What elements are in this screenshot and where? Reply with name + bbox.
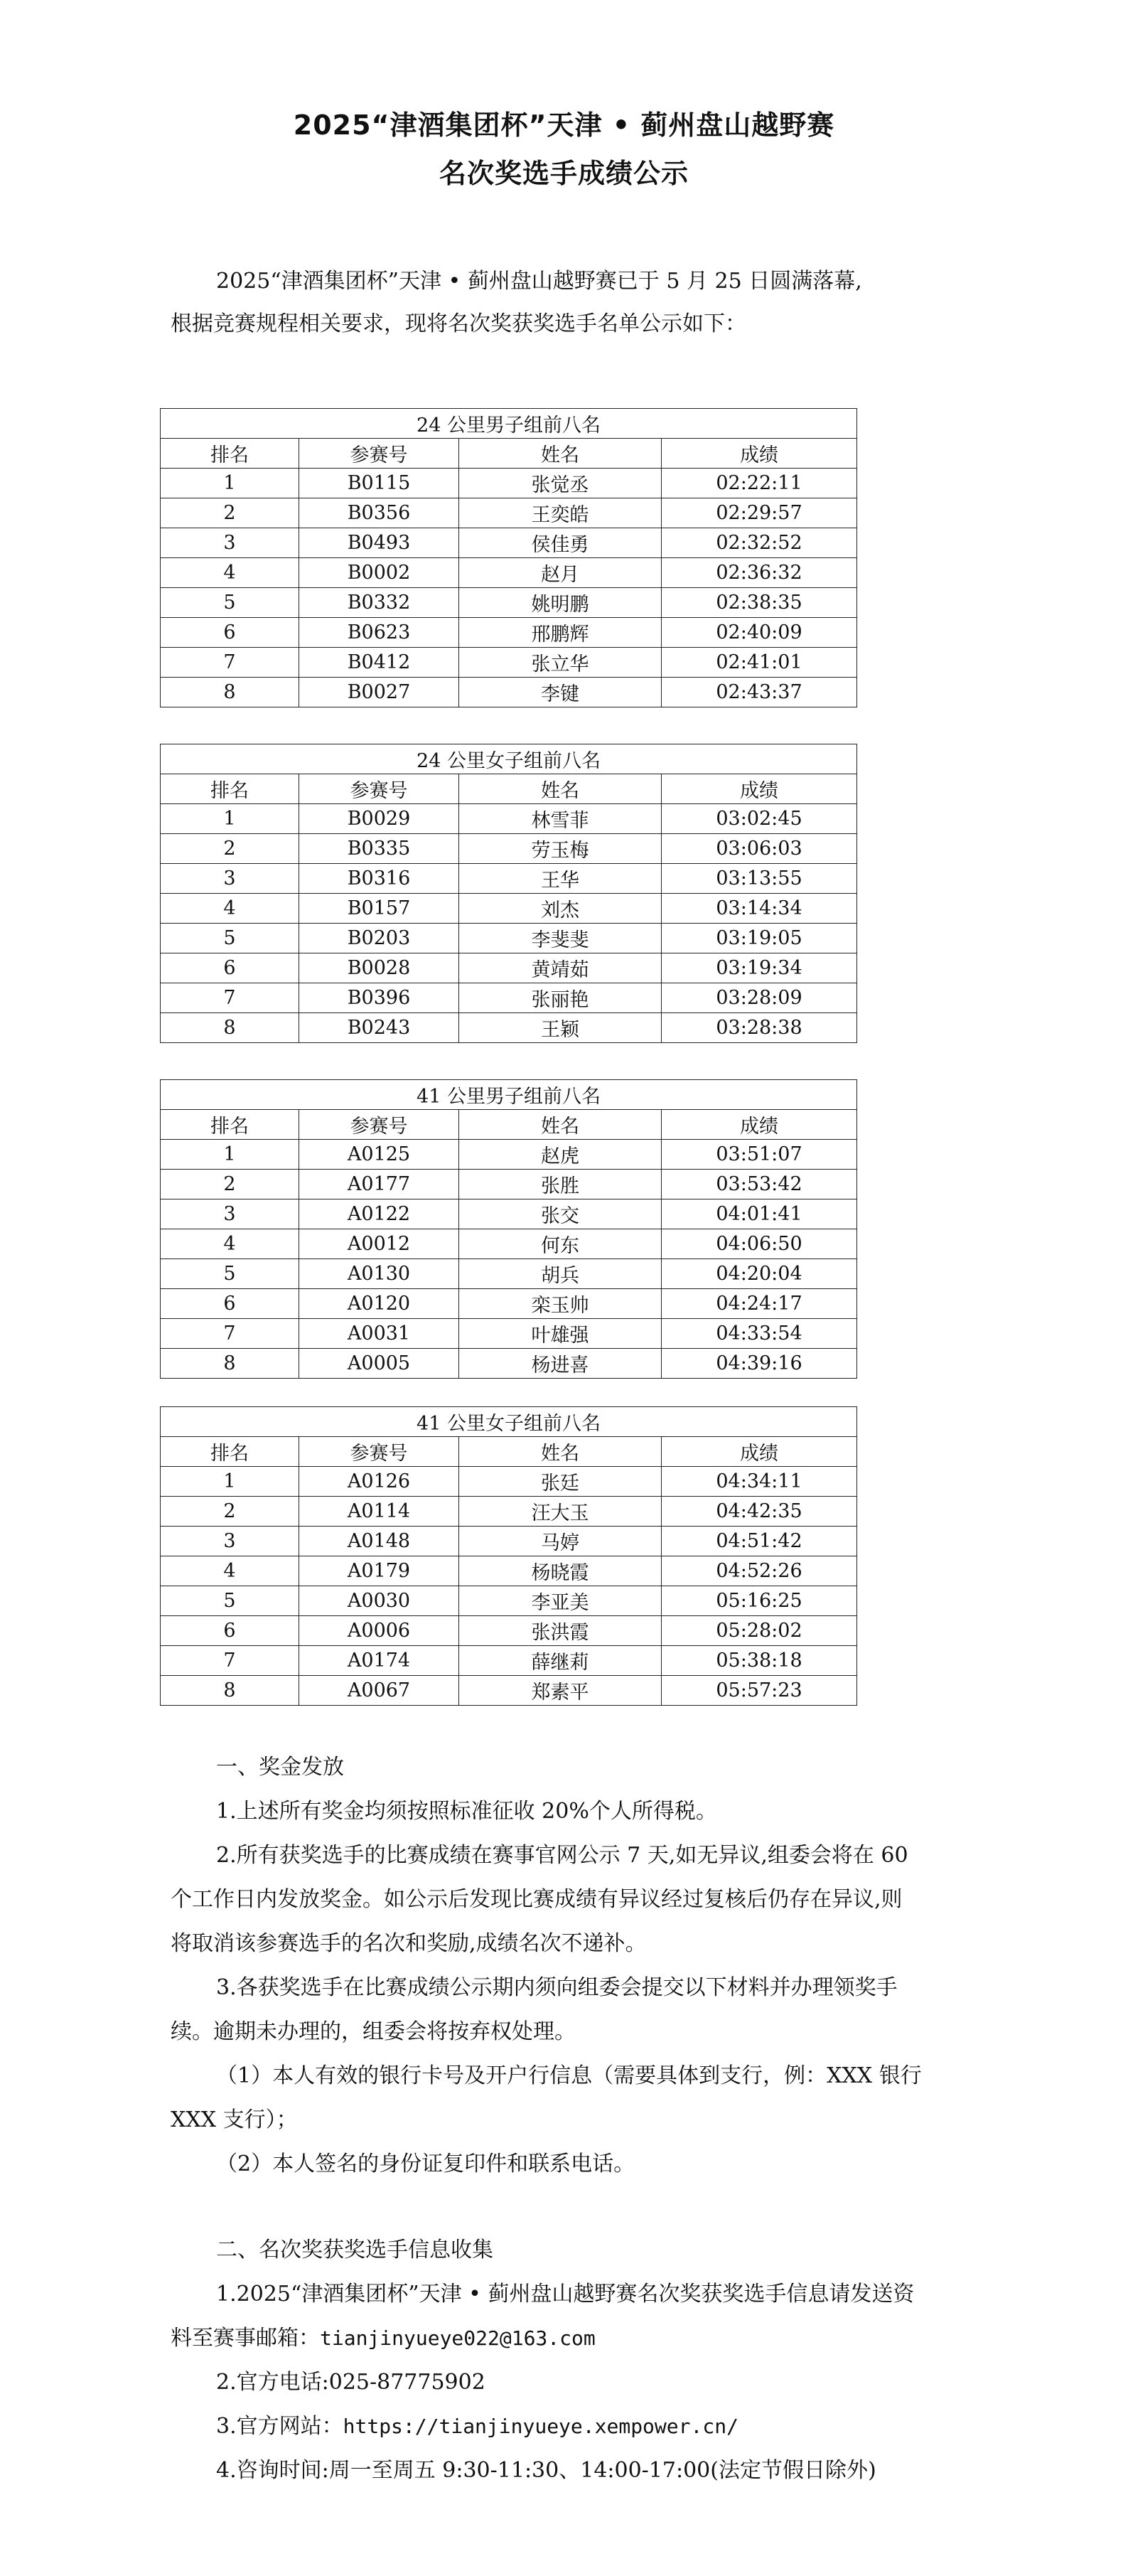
finish-time-cell: 03:13:55 [662,864,857,894]
results-table-24km-men [160,408,857,707]
finish-time-cell: 04:52:26 [662,1556,857,1586]
athlete-name-cell: 张觉丞 [459,469,662,498]
athlete-name-cell: 叶雄强 [459,1319,662,1349]
table-row [161,1527,857,1556]
rank-cell: 2 [161,498,299,528]
table-row [161,1013,857,1043]
bib-number-cell: B0493 [299,528,459,558]
bib-number-cell: A0012 [299,1229,459,1259]
finish-time-cell: 04:34:11 [662,1467,857,1497]
table-header-row [161,1437,857,1467]
column-header: 姓名 [459,774,662,804]
rank-cell: 1 [161,804,299,834]
table-row [161,1616,857,1646]
finish-time-cell: 03:53:42 [662,1170,857,1199]
finish-time-cell: 03:06:03 [662,834,857,864]
intro-line-2: 根据竞赛规程相关要求，现将名次奖获奖选手名单公示如下： [171,311,746,336]
athlete-name-cell: 何东 [459,1229,662,1259]
table-row [161,1289,857,1319]
table-row [161,1140,857,1170]
athlete-name-cell: 劳玉梅 [459,834,662,864]
section-prize-distribution [171,1746,961,2186]
rank-cell: 2 [161,1497,299,1527]
athlete-name-cell: 郑素平 [459,1676,662,1706]
table-caption: 41 公里女子组前八名 [161,1407,857,1437]
bib-number-cell: B0002 [299,558,459,588]
table-row [161,588,857,618]
athlete-name-cell: 张胜 [459,1170,662,1199]
athlete-name-cell: 刘杰 [459,894,662,924]
athlete-name-cell: 侯佳勇 [459,528,662,558]
table-caption: 24 公里男子组前八名 [161,409,857,439]
column-header: 参赛号 [299,1110,459,1140]
bib-number-cell: A0179 [299,1556,459,1586]
bib-number-cell: A0125 [299,1140,459,1170]
rank-cell: 1 [161,1140,299,1170]
finish-time-cell: 02:36:32 [662,558,857,588]
table-row [161,1556,857,1586]
athlete-name-cell: 林雪菲 [459,804,662,834]
section1-item-5: （2）本人签名的身份证复印件和联系电话。 [216,2152,635,2176]
rank-cell: 2 [161,1170,299,1199]
table-row [161,983,857,1013]
section1-item-2-line-3: 将取消该参赛选手的名次和奖励,成绩名次不递补。 [171,1931,647,1956]
athlete-name-cell: 栾玉帅 [459,1289,662,1319]
bib-number-cell: A0148 [299,1527,459,1556]
bib-number-cell: A0177 [299,1170,459,1199]
section1-item-3-line-1: 3.各获奖选手在比赛成绩公示期内须向组委会提交以下材料并办理领奖手 [216,1975,898,2000]
athlete-name-cell: 李键 [459,678,662,707]
table-header-row [161,774,857,804]
bib-number-cell: A0122 [299,1199,459,1229]
bib-number-cell: B0316 [299,864,459,894]
rank-cell: 3 [161,1199,299,1229]
bib-number-cell: A0120 [299,1289,459,1319]
athlete-name-cell: 薛继莉 [459,1646,662,1676]
table-caption: 24 公里女子组前八名 [161,744,857,774]
section1-item-3-line-2: 续。逾期未办理的，组委会将按弃权处理。 [171,2019,576,2044]
finish-time-cell: 04:42:35 [662,1497,857,1527]
rank-cell: 7 [161,1319,299,1349]
column-header: 成绩 [662,439,857,469]
finish-time-cell: 03:02:45 [662,804,857,834]
bib-number-cell: B0115 [299,469,459,498]
table-row [161,1349,857,1379]
rank-cell: 6 [161,1616,299,1646]
table-row [161,1497,857,1527]
bib-number-cell: B0396 [299,983,459,1013]
column-header: 参赛号 [299,1437,459,1467]
athlete-name-cell: 李斐斐 [459,924,662,953]
finish-time-cell: 04:33:54 [662,1319,857,1349]
results-table-24km-women [160,744,857,1043]
section1-item-4-line-1: （1）本人有效的银行卡号及开户行信息（需要具体到支行，例：XXX 银行 [216,2063,922,2088]
intro-paragraph [171,260,961,346]
athlete-name-cell: 张交 [459,1199,662,1229]
section2-item-2: 2.官方电话:025-87775902 [216,2370,485,2395]
section2-item-4: 4.咨询时间:周一至周五 9:30-11:30、14:00-17:00(法定节假日除外) [216,2458,876,2483]
finish-time-cell: 05:38:18 [662,1646,857,1676]
rank-cell: 6 [161,953,299,983]
finish-time-cell: 03:51:07 [662,1140,857,1170]
bib-number-cell: B0029 [299,804,459,834]
rank-cell: 5 [161,1259,299,1289]
bib-number-cell: A0130 [299,1259,459,1289]
rank-cell: 3 [161,528,299,558]
results-table-41km-women [160,1406,857,1706]
athlete-name-cell: 胡兵 [459,1259,662,1289]
page-title: 2025“津酒集团杯”天津 • 蓟州盘山越野赛 [293,109,835,141]
athlete-name-cell: 张廷 [459,1467,662,1497]
finish-time-cell: 02:43:37 [662,678,857,707]
column-header: 姓名 [459,439,662,469]
rank-cell: 3 [161,1527,299,1556]
rank-cell: 5 [161,1586,299,1616]
section2-heading: 二、名次奖获奖选手信息收集 [216,2238,493,2262]
column-header: 成绩 [662,1110,857,1140]
athlete-name-cell: 汪大玉 [459,1497,662,1527]
rank-cell: 4 [161,1229,299,1259]
athlete-name-cell: 姚明鹏 [459,588,662,618]
finish-time-cell: 05:16:25 [662,1586,857,1616]
section-info-collection [171,2228,961,2493]
finish-time-cell: 04:06:50 [662,1229,857,1259]
section1-item-2-line-2: 个工作日内发放奖金。如公示后发现比赛成绩有异议经过复核后仍存在异议,则 [171,1887,903,1912]
rank-cell: 8 [161,1013,299,1043]
athlete-name-cell: 王华 [459,864,662,894]
table-row [161,1199,857,1229]
bib-number-cell: A0005 [299,1349,459,1379]
bib-number-cell: A0030 [299,1586,459,1616]
official-website-link[interactable]: https://tianjinyueye.xempower.cn/ [343,2415,738,2438]
finish-time-cell: 03:28:38 [662,1013,857,1043]
table-row [161,1676,857,1706]
finish-time-cell: 04:51:42 [662,1527,857,1556]
athlete-name-cell: 杨进喜 [459,1349,662,1379]
rank-cell: 8 [161,1349,299,1379]
rank-cell: 2 [161,834,299,864]
table-row [161,1170,857,1199]
finish-time-cell: 04:20:04 [662,1259,857,1289]
athlete-name-cell: 张立华 [459,648,662,678]
athlete-name-cell: 王奕皓 [459,498,662,528]
rank-cell: 5 [161,924,299,953]
table-row [161,834,857,864]
column-header: 成绩 [662,774,857,804]
table-caption: 41 公里男子组前八名 [161,1080,857,1110]
bib-number-cell: A0114 [299,1497,459,1527]
table-row [161,864,857,894]
finish-time-cell: 05:57:23 [662,1676,857,1706]
table-row [161,558,857,588]
finish-time-cell: 02:40:09 [662,618,857,648]
athlete-name-cell: 张丽艳 [459,983,662,1013]
finish-time-cell: 02:38:35 [662,588,857,618]
athlete-name-cell: 王颖 [459,1013,662,1043]
table-row [161,953,857,983]
section2-item-3: 3.官方网站：https://tianjinyueye.xempower.cn/ [216,2414,738,2439]
rank-cell: 6 [161,618,299,648]
column-header: 排名 [161,1437,299,1467]
rank-cell: 4 [161,894,299,924]
section1-item-1: 1.上述所有奖金均须按照标准征收 20%个人所得税。 [216,1799,717,1824]
table-row [161,528,857,558]
table-row [161,1259,857,1289]
table-row [161,1319,857,1349]
page-subtitle: 名次奖选手成绩公示 [439,158,689,189]
section2-item-1-line-2: 料至赛事邮箱：tianjinyueye022@163.com [171,2326,596,2351]
section1-heading: 一、奖金发放 [216,1755,344,1780]
rank-cell: 7 [161,983,299,1013]
table-row [161,1646,857,1676]
table-row [161,498,857,528]
finish-time-cell: 04:01:41 [662,1199,857,1229]
column-header: 姓名 [459,1437,662,1467]
table-header-row [161,1110,857,1140]
rank-cell: 1 [161,1467,299,1497]
column-header: 参赛号 [299,439,459,469]
column-header: 排名 [161,1110,299,1140]
table-row [161,678,857,707]
bib-number-cell: B0157 [299,894,459,924]
athlete-name-cell: 赵月 [459,558,662,588]
rank-cell: 8 [161,678,299,707]
section2-item-1-line-1: 1.2025“津酒集团杯”天津 • 蓟州盘山越野赛名次奖获奖选手信息请发送资 [216,2282,915,2307]
rank-cell: 3 [161,864,299,894]
bib-number-cell: B0623 [299,618,459,648]
contact-email-link[interactable]: tianjinyueye022@163.com [320,2326,596,2350]
rank-cell: 5 [161,588,299,618]
table-row [161,894,857,924]
section1-item-4-line-2: XXX 支行）； [171,2107,298,2132]
bib-number-cell: B0243 [299,1013,459,1043]
bib-number-cell: B0027 [299,678,459,707]
table-row [161,804,857,834]
intro-line-1: 2025“津酒集团杯”天津 • 蓟州盘山越野赛已于 5 月 25 日圆满落幕, [216,269,862,294]
column-header: 姓名 [459,1110,662,1140]
rank-cell: 8 [161,1676,299,1706]
table-header-row [161,439,857,469]
section1-item-2-line-1: 2.所有获奖选手的比赛成绩在赛事官网公示 7 天,如无异议,组委会将在 60 [216,1843,908,1868]
column-header: 参赛号 [299,774,459,804]
finish-time-cell: 05:28:02 [662,1616,857,1646]
finish-time-cell: 03:19:05 [662,924,857,953]
finish-time-cell: 02:32:52 [662,528,857,558]
table-row [161,469,857,498]
bib-number-cell: B0203 [299,924,459,953]
bib-number-cell: A0174 [299,1646,459,1676]
table-row [161,618,857,648]
bib-number-cell: A0031 [299,1319,459,1349]
bib-number-cell: B0356 [299,498,459,528]
athlete-name-cell: 李亚美 [459,1586,662,1616]
finish-time-cell: 04:24:17 [662,1289,857,1319]
column-header: 排名 [161,774,299,804]
bib-number-cell: B0412 [299,648,459,678]
athlete-name-cell: 张洪霞 [459,1616,662,1646]
athlete-name-cell: 黄靖茹 [459,953,662,983]
finish-time-cell: 02:29:57 [662,498,857,528]
athlete-name-cell: 邢鹏辉 [459,618,662,648]
bib-number-cell: B0028 [299,953,459,983]
rank-cell: 4 [161,558,299,588]
finish-time-cell: 02:22:11 [662,469,857,498]
column-header: 排名 [161,439,299,469]
rank-cell: 4 [161,1556,299,1586]
bib-number-cell: B0335 [299,834,459,864]
rank-cell: 1 [161,469,299,498]
rank-cell: 7 [161,1646,299,1676]
bib-number-cell: A0126 [299,1467,459,1497]
bib-number-cell: B0332 [299,588,459,618]
finish-time-cell: 03:14:34 [662,894,857,924]
rank-cell: 7 [161,648,299,678]
athlete-name-cell: 马婷 [459,1527,662,1556]
finish-time-cell: 02:41:01 [662,648,857,678]
table-row [161,924,857,953]
bib-number-cell: A0067 [299,1676,459,1706]
finish-time-cell: 03:28:09 [662,983,857,1013]
bib-number-cell: A0006 [299,1616,459,1646]
athlete-name-cell: 赵虎 [459,1140,662,1170]
table-row [161,1467,857,1497]
table-row [161,1229,857,1259]
results-table-41km-men [160,1079,857,1379]
rank-cell: 6 [161,1289,299,1319]
finish-time-cell: 04:39:16 [662,1349,857,1379]
table-row [161,648,857,678]
finish-time-cell: 03:19:34 [662,953,857,983]
column-header: 成绩 [662,1437,857,1467]
athlete-name-cell: 杨晓霞 [459,1556,662,1586]
table-row [161,1586,857,1616]
